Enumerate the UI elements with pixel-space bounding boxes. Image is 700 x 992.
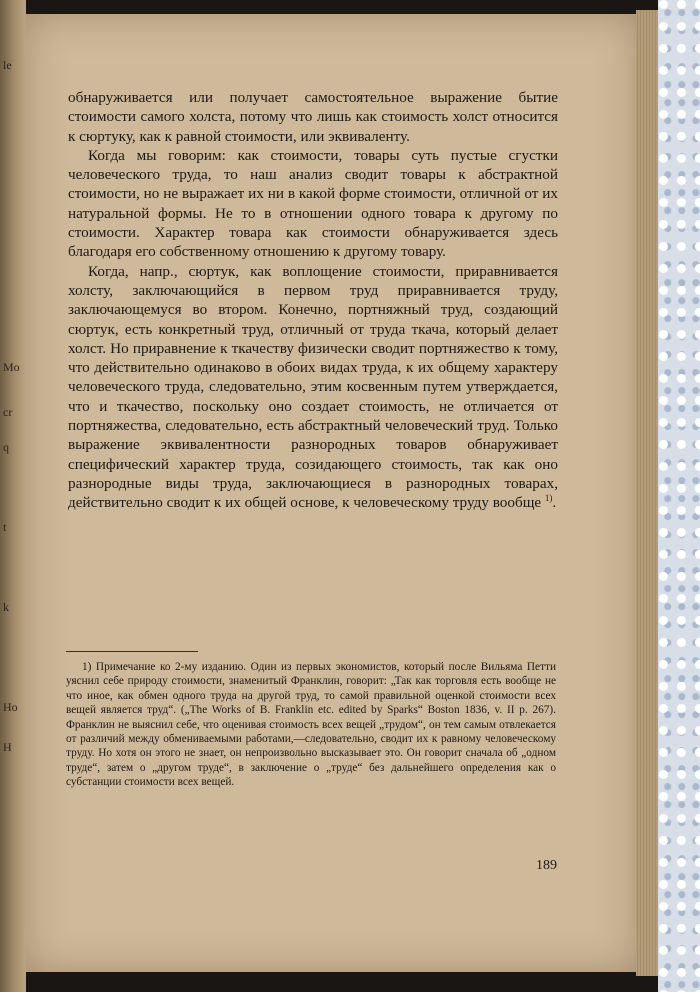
footnote: 1) Примечание ко 2-му изданию. Один из первых экономистов, который после Вильяма Петти уяснил себе природу стоимости, знаменитый Франклин, говорит: „Так как торговля есть вообще не что иное, как обмен одного труда на другой труд, то самой правильной оценкой стоимости всех вещей является труд“. („The Works of B. Franklin etc. edited by Sparks“ Boston 1836, v. II p. 267). Франклин не выяснил себе, что оценивая стоимость всех вещей „трудом“, он тем самым отвлекается от различий между обмениваемыми работами,—следовательно, сводит их к равному человеческому труду. Но хотя он этого не знает, он непроизвольно высказывает это. Он говорит сначала об „одном труде“, затем о „другом труде“, в заключение о „труде“ без дальнейшего определения как о субстанции стоимости всех вещей. bbox=[66, 661, 556, 789]
main-text bbox=[68, 88, 558, 513]
left-page-fragment: k bbox=[3, 600, 9, 614]
left-page-fragment: le bbox=[3, 58, 12, 72]
left-page-fragment: Mo bbox=[3, 360, 20, 374]
footnote-marker: 1) bbox=[544, 493, 553, 504]
left-page-edge bbox=[0, 0, 26, 992]
footnote-divider bbox=[66, 651, 198, 652]
left-page-fragment: H bbox=[3, 740, 12, 754]
left-page-fragment: t bbox=[3, 520, 7, 534]
paragraph: обнаруживается или получает самостоятельное выражение бытие стоимости самого холста, потому что лишь как стоимость холст относится к сюртуку, как к равной стоимости, или эквиваленту. bbox=[68, 89, 558, 145]
paragraph: Когда мы говорим: как стоимости, товары суть пустые сгустки человеческого труда, то наш анализ сводит товары к абстрактной стоимости, но не выражает их ни в какой форме стоимости, отличной от их натуральной формы. Не то в отношении одного товара к другому по стоимости. Характер товара как стоимости обнаруживается здесь благодаря его собственному отношению к другому товару. bbox=[68, 146, 558, 261]
left-page-fragment: q bbox=[3, 440, 9, 454]
left-page-fragment: cr bbox=[3, 405, 13, 419]
page-number: 189 bbox=[536, 858, 557, 873]
patterned-cloth-background bbox=[658, 0, 700, 992]
paragraph-text: Когда, напр., сюртук, как воплощение стоимости, приравнивается холсту, заключающийся в первом труд приравнивается труду, заключающемуся во втором. Конечно, портняжный труд, создающий сюртук, есть конкретный труд, отличный от труда ткача, который делает холст. Но приравнение к ткачеству физически сводит портняжество к тому, что действительно одинаково в обоих видах труда, к их общему характеру человеческого труда, следовательно, этим косвенным путем утверждается, что и ткачество, поскольку оно создает стоимость, не отличается от портняжества, следовательно, есть абстрактный человеческий труд. Только выражение эквивалентности разнородных товаров обнаруживает специфический характер труда, созидающего стоимость, так как оно разнородные виды труда, заключающиеся в разнородных товарах, действительно сводит к их общей основе, к человеческому труду вообще bbox=[68, 262, 558, 512]
page-stack-edge bbox=[636, 10, 658, 976]
paragraph: Когда, напр., сюртук, как воплощение стоимости, приравнивается холсту, заключающийся в первом труд приравнивается труду, заключающемуся во втором. Конечно, портняжный труд, создающий сюртук, есть конкретный труд, отличный от труда ткача, который делает холст. Но приравнение к ткачеству физически сводит портняжество к тому, что действительно одинаково в обоих видах труда, к их общему характеру человеческого труда, следовательно, этим косвенным путем утверждается, что и ткачество, поскольку оно создает стоимость, не отличается от портняжества, следовательно, есть абстрактный человеческий труд. Только выражение эквивалентности разнородных товаров обнаруживает специфический характер труда, созидающего стоимость, так как оно разнородные виды труда, заключающиеся в разнородных товарах, действительно сводит к их общей основе, к человеческому труду вообще $^{1)}$. bbox=[68, 262, 558, 512]
left-page-fragment: Ho bbox=[3, 700, 18, 714]
